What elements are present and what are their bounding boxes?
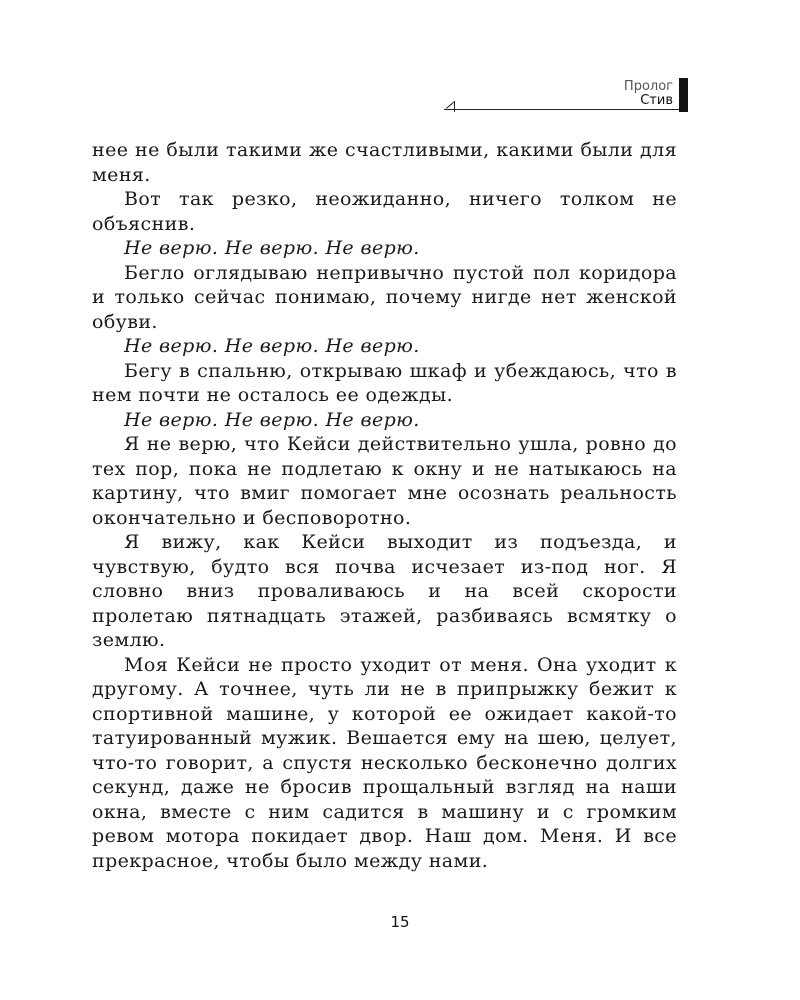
paragraph-italic: Не верю. Не верю. Не верю.	[124, 237, 420, 259]
section-title: Пролог	[623, 79, 673, 94]
paragraph-italic: Не верю. Не верю. Не верю.	[124, 335, 420, 357]
paragraph: Вот так резко, неожиданно, ничего толком не объяснив.	[92, 188, 677, 235]
paragraph: Я вижу, как Кейси выходит из подъезда, и чувствую, будто вся почва исчезает из-под ног. Я словно вниз проваливаюсь и на всей скорости пролетаю пятнадцать этажей, разбиваясь всмятку о землю.	[92, 531, 677, 651]
paragraph: Бегло оглядываю непривычно пустой пол коридора и только сейчас понимаю, почему нигде нет женской обуви.	[92, 261, 677, 333]
body-text	[92, 138, 677, 873]
running-header	[436, 78, 688, 114]
page-number: 15	[390, 913, 410, 931]
paragraph: Я не верю, что Кейси действительно ушла, ровно до тех пор, пока не подлетаю к окну и не натыкаюсь на картину, что вмиг помогает мне осознать реальность окончательно и бесповоротно.	[92, 433, 677, 529]
header-bar	[679, 78, 688, 112]
paragraph: Бегу в спальню, открываю шкаф и убеждаюсь, что в нем почти не осталось ее одежды.	[92, 359, 677, 406]
header-rule	[444, 109, 679, 110]
header-tick-ornament	[446, 101, 456, 110]
paragraph-italic: Не верю. Не верю. Не верю.	[124, 408, 420, 431]
paragraph-continuation: нее не были такими же счастливыми, какими были для меня.	[92, 139, 677, 186]
paragraph: Моя Кейси не просто уходит от меня. Она уходит к другому. А точнее, чуть ли не в припрыжку бежит к спортивной машине, у которой ее ожидает какой-то татуированный мужик. Вешается ему на шею, целует, что-то говорит, а спустя несколько бесконечно долгих секунд, даже не бросив прощальный взгляд на наши окна, вместе с ним садится в машину и с громким ревом мотора покидает двор. Наш дом. Меня. И все прекрасное, чтобы было между нами.	[92, 653, 677, 872]
chapter-title: Стив	[640, 93, 673, 108]
